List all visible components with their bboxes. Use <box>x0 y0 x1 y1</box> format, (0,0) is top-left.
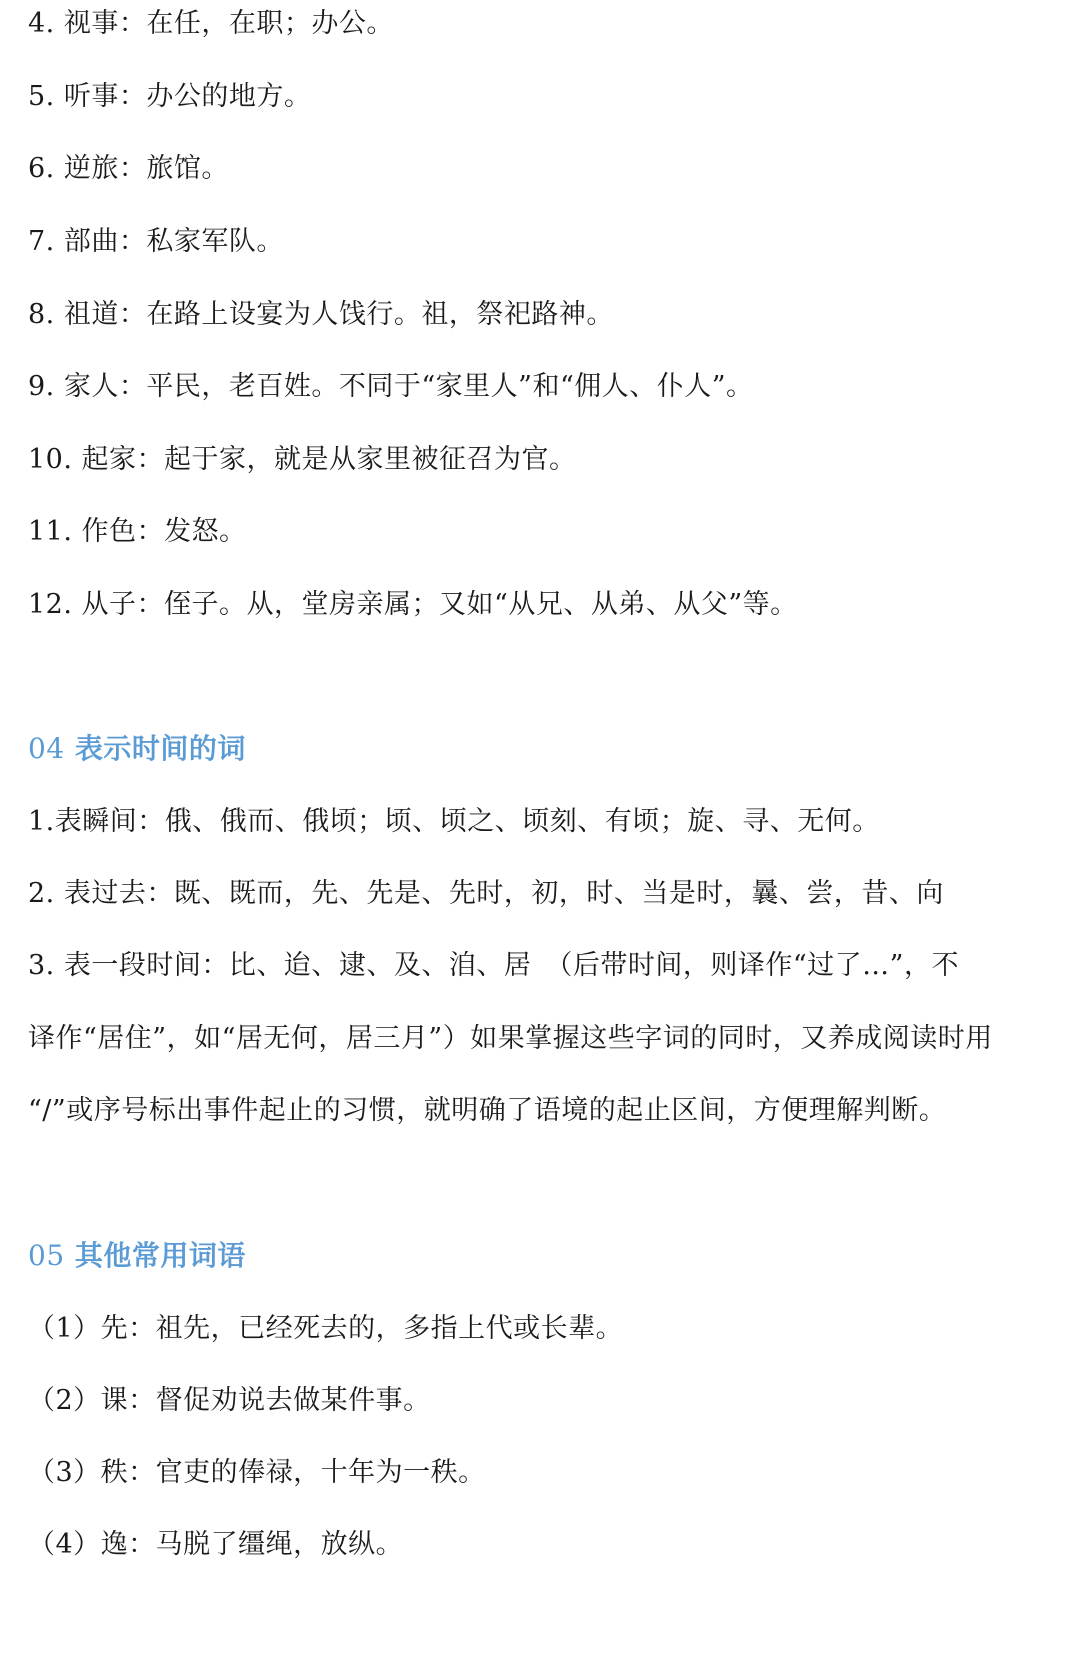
section-05-title: 其他常用词语 <box>74 1239 246 1272</box>
list-item-4: 4. 视事：在任，在职；办公。 <box>28 8 394 39</box>
list-item-6: 6. 逆旅：旅馆。 <box>28 153 229 184</box>
time-word-line-2: 2. 表过去：既、既而，先、先是、先时，初，时、当是时，曩、尝，昔、向 <box>28 878 944 909</box>
section-05-heading <box>28 1238 246 1274</box>
time-word-line-3: 3. 表一段时间：比、迨、逮、及、洎、居 （后带时间，则译作“过了…”，不 <box>28 950 959 981</box>
list-item-11: 11. 作色：发怒。 <box>28 516 247 547</box>
time-word-line-4: 译作“居住”，如“居无何，居三月”）如果掌握这些字词的同时，又养成阅读时用 <box>28 1023 993 1054</box>
common-word-line-2: （2）课：督促劝说去做某件事。 <box>28 1385 431 1416</box>
list-item-7: 7. 部曲：私家军队。 <box>28 226 284 257</box>
list-item-10: 10. 起家：起于家，就是从家里被征召为官。 <box>28 444 577 475</box>
section-05-number: 05 <box>28 1239 65 1272</box>
section-04-heading <box>28 731 246 767</box>
common-word-line-1: （1）先：祖先，已经死去的，多指上代或长辈。 <box>28 1313 624 1344</box>
section-04-number: 04 <box>28 732 65 765</box>
list-item-9: 9. 家人：平民，老百姓。不同于“家里人”和“佣人、仆人”。 <box>28 371 754 402</box>
time-word-line-1: 1.表瞬间：俄、俄而、俄顷；顷、顷之、顷刻、有顷；旋、寻、无何。 <box>28 806 880 837</box>
list-item-12: 12. 从子：侄子。从，堂房亲属；又如“从兄、从弟、从父”等。 <box>28 589 798 620</box>
common-word-line-4: （4）逸：马脱了缰绳，放纵。 <box>28 1529 404 1560</box>
time-word-line-5: “/”或序号标出事件起止的习惯，就明确了语境的起止区间，方便理解判断。 <box>28 1095 947 1126</box>
list-item-5: 5. 听事：办公的地方。 <box>28 81 312 112</box>
list-item-8: 8. 祖道：在路上设宴为人饯行。祖，祭祀路神。 <box>28 299 614 330</box>
common-word-line-3: （3）秩：官吏的俸禄，十年为一秩。 <box>28 1457 486 1488</box>
section-04-title: 表示时间的词 <box>74 732 246 765</box>
